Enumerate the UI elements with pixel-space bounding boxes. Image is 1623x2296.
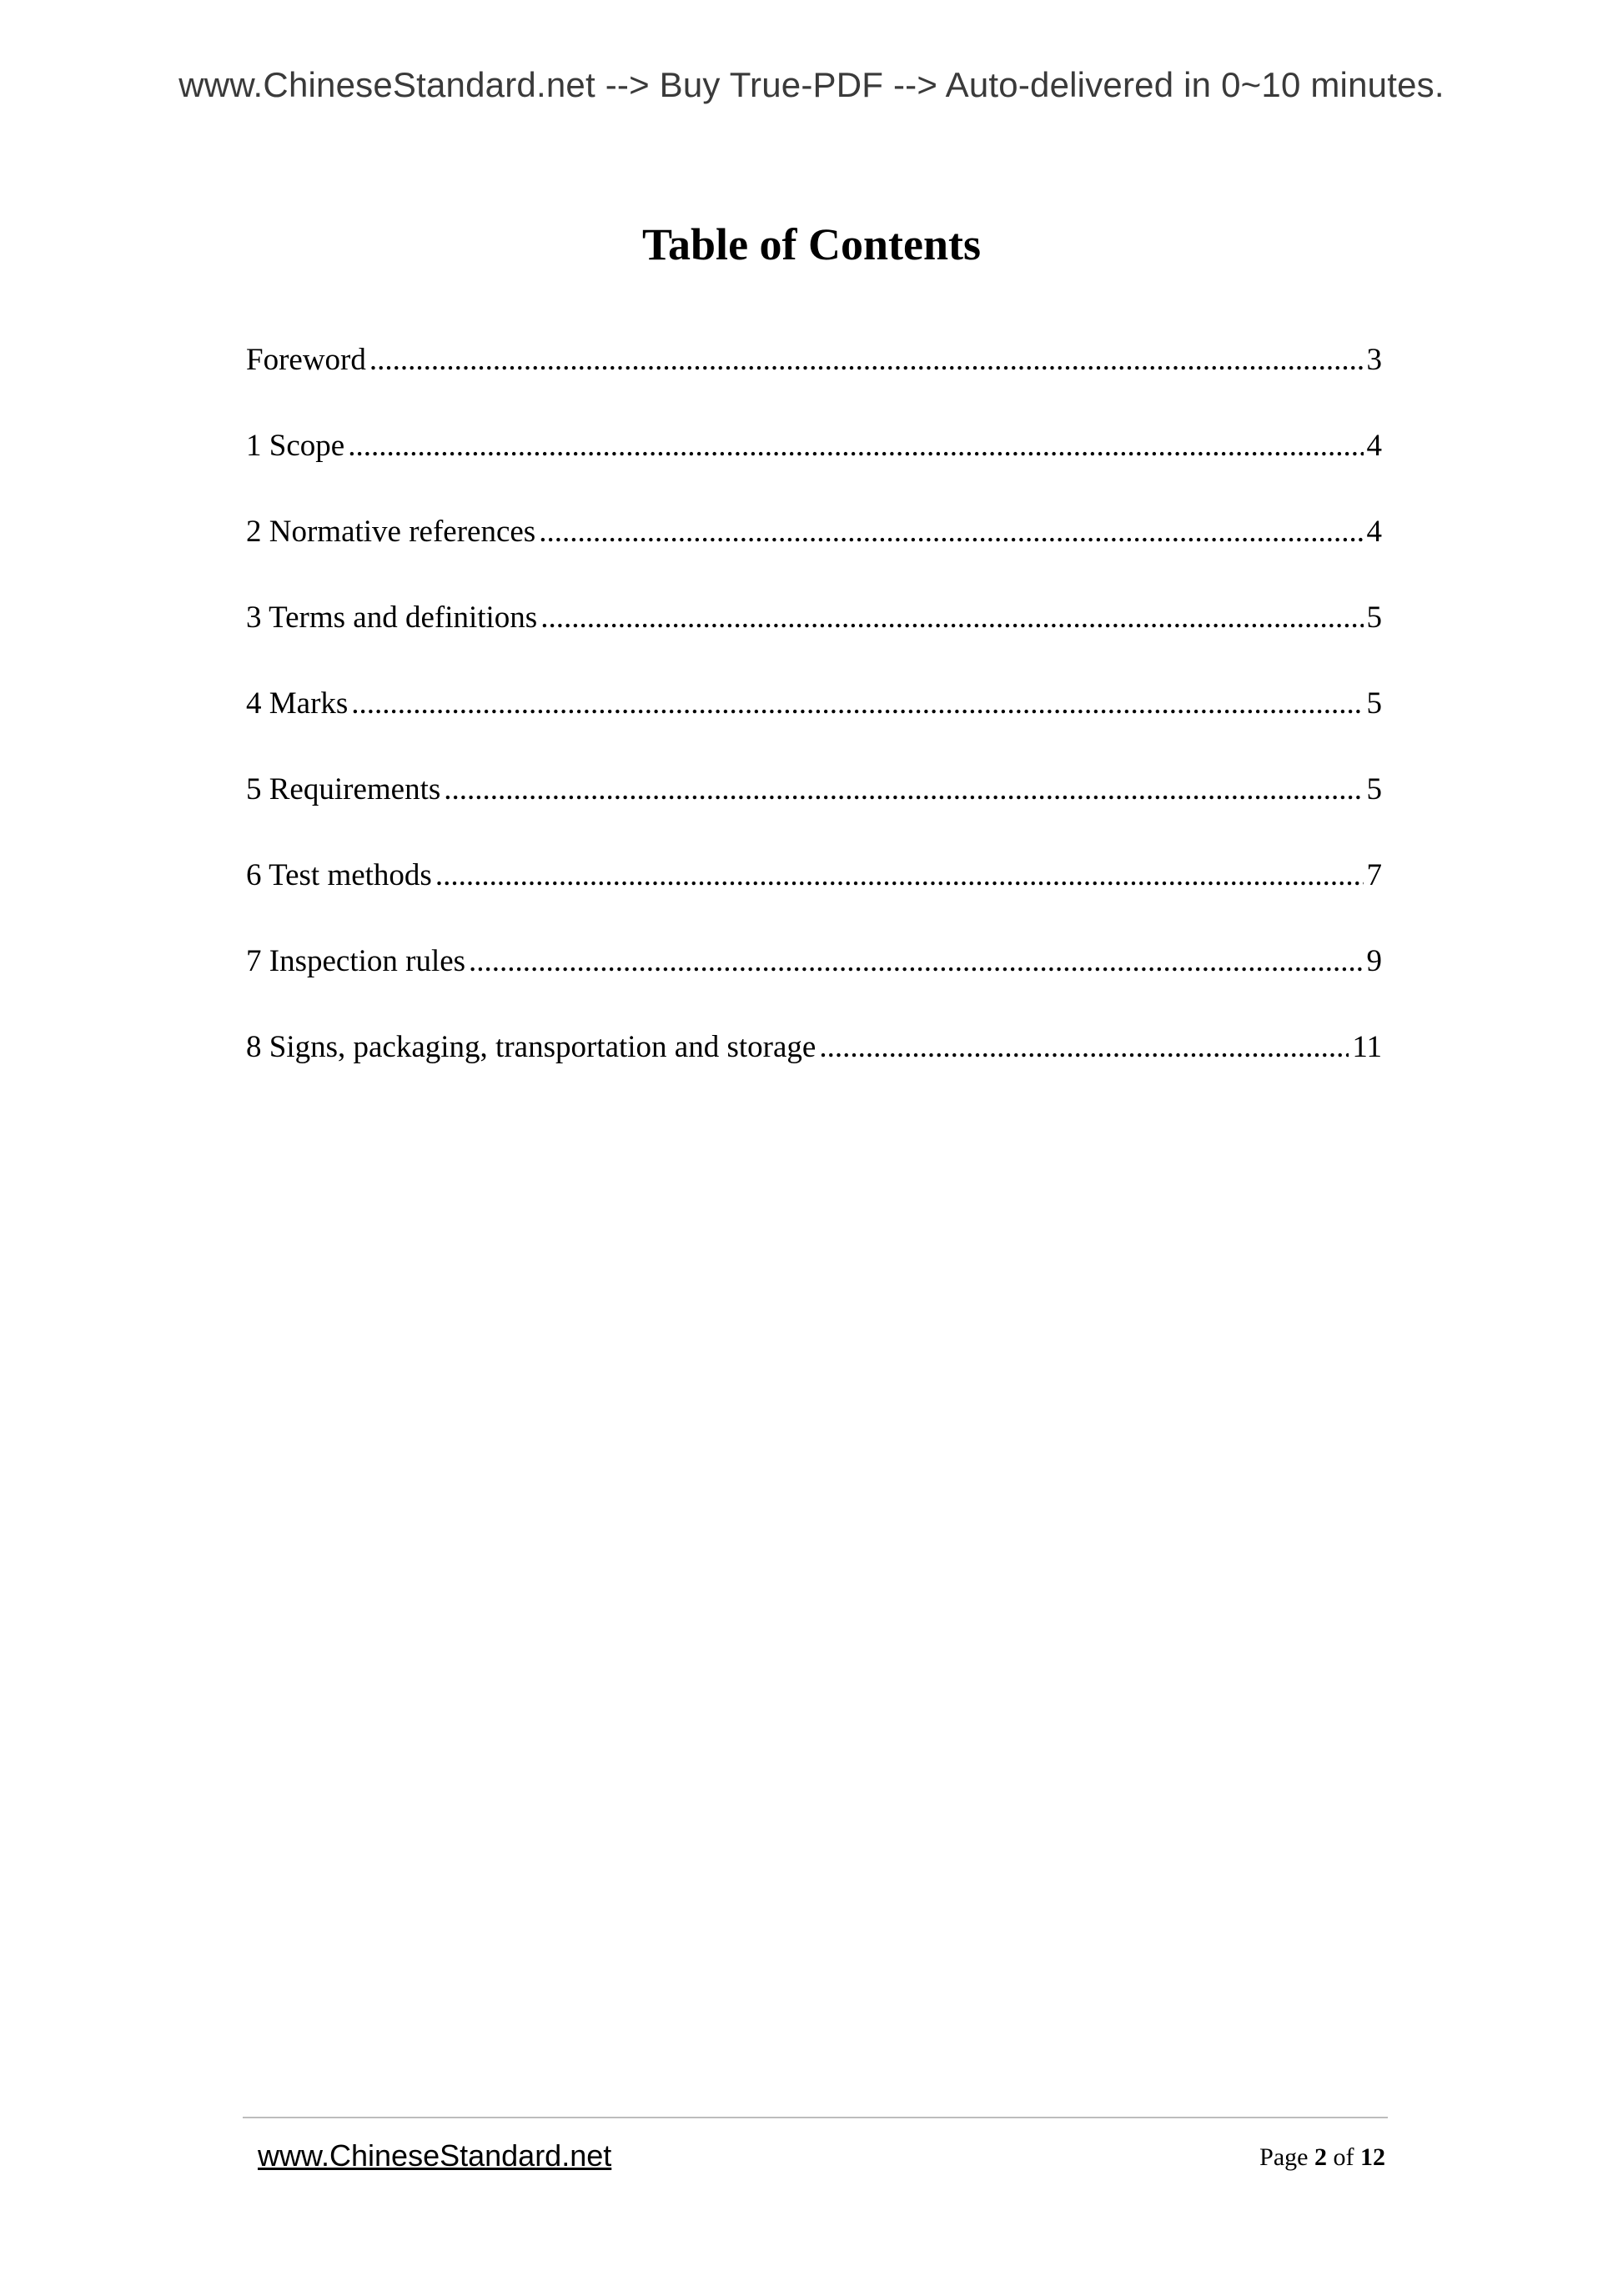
toc-dot-leader (819, 1029, 1349, 1065)
page-of: of (1333, 2143, 1354, 2171)
toc-title: Table of Contents (641, 219, 982, 269)
toc-entry-inspection-rules[interactable] (246, 943, 1382, 1029)
toc-entry-page: 5 (1366, 772, 1382, 806)
page-total: 12 (1360, 2143, 1385, 2171)
toc-entry-label: 5 Requirements (246, 772, 441, 806)
footer-divider (243, 2117, 1388, 2118)
toc-entry-label: 1 Scope (246, 429, 345, 463)
page-prefix: Page (1259, 2143, 1309, 2171)
toc-dot-leader (539, 514, 1363, 550)
toc-entry-foreword[interactable] (246, 342, 1382, 428)
toc-entry-requirements[interactable] (246, 771, 1382, 857)
toc-dot-leader (351, 686, 1363, 721)
toc-entry-page: 3 (1366, 343, 1382, 377)
toc-entry-label: 3 Terms and definitions (246, 600, 538, 635)
top-banner: www.ChineseStandard.net --> Buy True-PDF --> Auto-delivered in 0~10 minutes. (178, 65, 1445, 104)
toc-entry-label: Foreword (246, 343, 366, 377)
toc-entry-label: 8 Signs, packaging, transportation and storage (246, 1030, 817, 1064)
toc-dot-leader (444, 771, 1363, 807)
toc-entry-label: 6 Test methods (246, 858, 432, 892)
toc-entry-page: 7 (1366, 858, 1382, 892)
footer-website-link[interactable]: www.ChineseStandard.net (258, 2138, 612, 2173)
toc-dot-leader (369, 342, 1364, 378)
toc-entry-label: 2 Normative references (246, 515, 536, 549)
toc-entry-page: 5 (1366, 686, 1382, 721)
toc-entry-terms-and-definitions[interactable] (246, 600, 1382, 686)
toc-dot-leader (540, 600, 1363, 636)
page-current: 2 (1314, 2143, 1327, 2171)
toc-entry-label: 7 Inspection rules (246, 944, 466, 978)
toc-entry-signs-packaging[interactable] (246, 1029, 1382, 1115)
toc-entry-label: 4 Marks (246, 686, 349, 721)
toc-entry-normative-references[interactable] (246, 514, 1382, 600)
toc-entry-page: 11 (1352, 1030, 1382, 1064)
toc-entry-test-methods[interactable] (246, 857, 1382, 943)
toc-dot-leader (469, 943, 1363, 979)
toc-entry-scope[interactable] (246, 428, 1382, 514)
toc-entry-page: 4 (1366, 515, 1382, 549)
footer-page-number (1259, 2143, 1385, 2172)
toc-entry-page: 4 (1366, 429, 1382, 463)
toc-list (246, 342, 1382, 1115)
toc-entry-page: 9 (1366, 944, 1382, 978)
toc-dot-leader (435, 857, 1364, 893)
toc-entry-page: 5 (1366, 600, 1382, 635)
toc-dot-leader (348, 428, 1363, 464)
toc-entry-marks[interactable] (246, 686, 1382, 771)
